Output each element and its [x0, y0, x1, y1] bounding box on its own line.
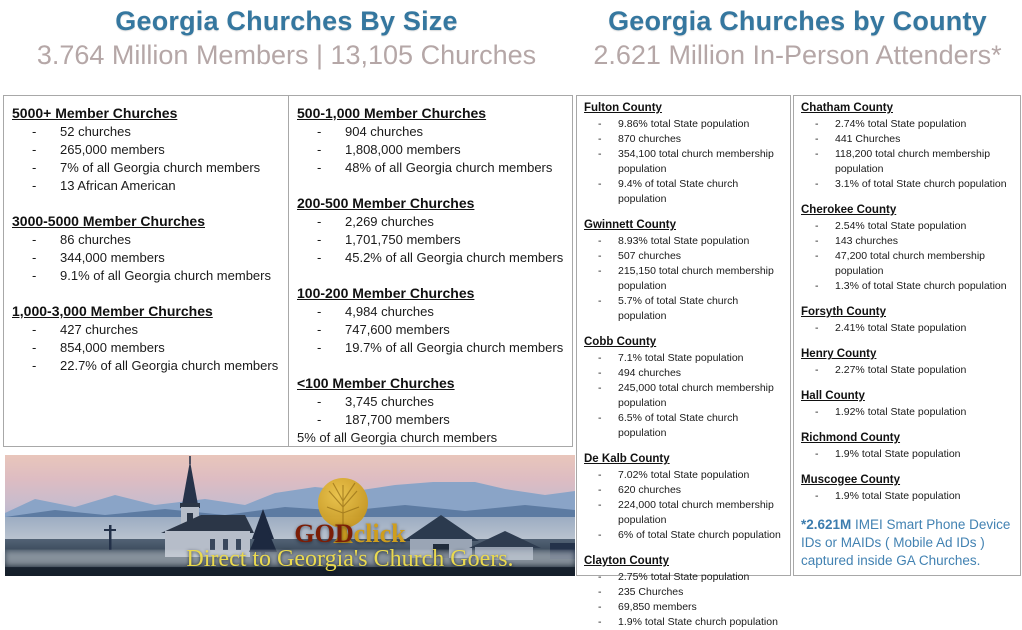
- list-item: [584, 468, 783, 483]
- list-item-text: 187,700 members: [345, 412, 450, 427]
- dash-bullet: -: [815, 322, 819, 334]
- dash-bullet: -: [317, 250, 322, 265]
- county-items: [584, 117, 783, 207]
- dash-bullet: -: [317, 412, 322, 427]
- section-heading: 200-500 Member Churches: [297, 195, 475, 211]
- dash-bullet: -: [598, 469, 602, 481]
- dash-bullet: -: [598, 295, 602, 307]
- dash-bullet: -: [815, 250, 819, 262]
- dash-bullet: -: [598, 352, 602, 364]
- list-item: [801, 405, 1013, 420]
- list-item: [801, 234, 1013, 249]
- list-item: [297, 411, 564, 429]
- list-item: [584, 585, 783, 600]
- list-item-text: 9.86% total State population: [618, 118, 750, 130]
- county-section: [584, 554, 783, 630]
- county-section: [584, 335, 783, 441]
- list-item-text: 2.74% total State population: [835, 118, 967, 130]
- dash-bullet: -: [598, 484, 602, 496]
- list-item-text: 494 churches: [618, 367, 682, 379]
- list-item-text: 245,000 total church membership population: [618, 382, 774, 409]
- list-item-text: 344,000 members: [60, 250, 165, 265]
- church-size-section: [12, 104, 280, 195]
- church-size-section: [12, 302, 280, 375]
- list-item-text: 52 churches: [60, 124, 131, 139]
- list-item-text: 235 Churches: [618, 586, 684, 598]
- list-item-text: 1.92% total State population: [835, 406, 967, 418]
- section-note: 5% of all Georgia church members: [297, 430, 498, 445]
- list-item: [801, 219, 1013, 234]
- header: [0, 0, 1022, 92]
- dash-bullet: -: [598, 412, 602, 424]
- dash-bullet: -: [317, 322, 322, 337]
- list-item: [297, 213, 564, 231]
- list-item: [12, 339, 280, 357]
- list-item: [297, 249, 564, 267]
- dash-bullet: -: [815, 235, 819, 247]
- church-size-section: [297, 374, 564, 447]
- dash-bullet: -: [32, 358, 37, 373]
- county-items: [584, 234, 783, 324]
- dash-bullet: -: [815, 406, 819, 418]
- list-item-text: 7.1% total State population: [618, 352, 744, 364]
- list-item-text: 5.7% of total State church population: [618, 295, 739, 322]
- dash-bullet: -: [317, 214, 322, 229]
- list-item-text: 48% of all Georgia church members: [345, 160, 553, 175]
- dash-bullet: -: [598, 367, 602, 379]
- dash-bullet: -: [32, 178, 37, 193]
- county-items: [584, 468, 783, 543]
- dash-bullet: -: [815, 118, 819, 130]
- list-item-text: 1.9% total State church population: [618, 616, 778, 628]
- county-heading: Gwinnett County: [584, 219, 676, 231]
- fog: [5, 551, 575, 566]
- list-item: [297, 141, 564, 159]
- list-item: [297, 339, 564, 357]
- church-size-section: [297, 194, 564, 267]
- list-item-text: 45.2% of all Georgia church members: [345, 250, 564, 265]
- list-item-text: 2.27% total State population: [835, 364, 967, 376]
- county-heading: Chatham County: [801, 102, 893, 114]
- footnote-text: IMEI Smart Phone Device IDs or MAIDs ( Mobile Ad IDs ) captured inside GA Churches.: [801, 517, 1011, 568]
- list-item-text: 354,100 total church membership population: [618, 148, 774, 175]
- county-column-2: [793, 95, 1021, 576]
- church-size-section: [12, 212, 280, 285]
- list-item: [801, 489, 1013, 504]
- list-item: [584, 234, 783, 249]
- county-section: [801, 473, 1013, 504]
- size-header: [0, 0, 573, 92]
- county-section: [801, 101, 1013, 192]
- dash-bullet: -: [598, 529, 602, 541]
- dash-bullet: -: [598, 601, 602, 613]
- dash-bullet: -: [317, 232, 322, 247]
- county-section: [584, 101, 783, 207]
- county-section: [584, 452, 783, 543]
- list-item: [801, 132, 1013, 147]
- list-item-text: 2.41% total State population: [835, 322, 967, 334]
- list-item: [12, 249, 280, 267]
- hero-banner: [5, 455, 575, 576]
- dash-bullet: -: [598, 133, 602, 145]
- list-item: [801, 447, 1013, 462]
- list-item-text: 3.1% of total State church population: [835, 178, 1007, 190]
- list-item: [801, 117, 1013, 132]
- list-item-text: 118,200 total church membership population: [835, 148, 991, 175]
- section-heading: <100 Member Churches: [297, 375, 455, 391]
- list-item-text: 2,269 churches: [345, 214, 434, 229]
- dash-bullet: -: [598, 571, 602, 583]
- county-heading: De Kalb County: [584, 453, 670, 465]
- county-heading: Richmond County: [801, 432, 901, 444]
- list-item-text: 441 Churches: [835, 133, 901, 145]
- county-section: [801, 431, 1013, 462]
- list-item: [801, 147, 1013, 177]
- dash-bullet: -: [32, 124, 37, 139]
- list-item-text: 620 churches: [618, 484, 682, 496]
- section-items: [12, 321, 280, 375]
- list-item-text: 215,150 total church membership population: [618, 265, 774, 292]
- dash-bullet: -: [598, 250, 602, 262]
- list-item-text: 224,000 total church membership population: [618, 499, 774, 526]
- size-column-1: [4, 96, 288, 446]
- list-item: [584, 483, 783, 498]
- list-item: [297, 159, 564, 177]
- attenders-footnote: [801, 516, 1013, 570]
- list-item: [801, 321, 1013, 336]
- section-items: [297, 303, 564, 357]
- dash-bullet: -: [815, 148, 819, 160]
- dash-bullet: -: [598, 235, 602, 247]
- list-item-text: 8.93% total State population: [618, 235, 750, 247]
- list-item-text: 47,200 total church membership population: [835, 250, 985, 277]
- dash-bullet: -: [32, 232, 37, 247]
- list-item: [584, 132, 783, 147]
- list-item: [12, 267, 280, 285]
- county-heading: Cobb County: [584, 336, 657, 348]
- county-items: [584, 570, 783, 630]
- county-section: [801, 305, 1013, 336]
- section-heading: 1,000-3,000 Member Churches: [12, 303, 213, 319]
- list-item: [584, 600, 783, 615]
- section-items: [297, 213, 564, 267]
- dash-bullet: -: [32, 160, 37, 175]
- dash-bullet: -: [598, 616, 602, 628]
- dash-bullet: -: [815, 448, 819, 460]
- list-item-text: 13 African American: [60, 178, 176, 193]
- list-item-text: 2.54% total State population: [835, 220, 967, 232]
- size-column-2: [288, 96, 572, 446]
- dash-bullet: -: [317, 340, 322, 355]
- list-item: [584, 615, 783, 630]
- list-item-text: 1,808,000 members: [345, 142, 461, 157]
- list-item-text: 86 churches: [60, 232, 131, 247]
- brand-god: GOD: [294, 519, 354, 548]
- list-item-text: 1.9% total State population: [835, 448, 961, 460]
- dash-bullet: -: [598, 148, 602, 160]
- dash-bullet: -: [815, 364, 819, 376]
- church-landscape-image: [5, 455, 575, 576]
- county-items: [584, 351, 783, 441]
- county-heading: Clayton County: [584, 555, 669, 567]
- list-item: [12, 357, 280, 375]
- list-item-text: 143 churches: [835, 235, 899, 247]
- list-item: [584, 498, 783, 528]
- list-item: [584, 294, 783, 324]
- list-item: [584, 351, 783, 366]
- dash-bullet: -: [32, 268, 37, 283]
- list-item: [584, 147, 783, 177]
- list-item: [12, 177, 280, 195]
- county-heading: Hall County: [801, 390, 865, 402]
- county-items: [801, 363, 1013, 378]
- list-item: [584, 528, 783, 543]
- county-header: [573, 0, 1022, 92]
- footnote-figure: *2.621M: [801, 517, 852, 532]
- county-section: [801, 347, 1013, 378]
- dash-bullet: -: [815, 280, 819, 292]
- county-sections: [801, 101, 1013, 504]
- dash-bullet: -: [598, 118, 602, 130]
- list-item: [12, 231, 280, 249]
- church-size-section: [297, 284, 564, 357]
- list-item: [801, 279, 1013, 294]
- dash-bullet: -: [32, 142, 37, 157]
- list-item: [297, 393, 564, 411]
- county-items: [801, 447, 1013, 462]
- list-item-text: 854,000 members: [60, 340, 165, 355]
- dash-bullet: -: [815, 490, 819, 502]
- list-item: [12, 159, 280, 177]
- list-item: [12, 123, 280, 141]
- list-item-text: 265,000 members: [60, 142, 165, 157]
- list-item-text: 6.5% of total State church population: [618, 412, 739, 439]
- county-section: [801, 203, 1013, 294]
- dash-bullet: -: [317, 142, 322, 157]
- dash-bullet: -: [815, 220, 819, 232]
- church-size-section: [297, 104, 564, 177]
- county-heading: Forsyth County: [801, 306, 886, 318]
- dark-foreground: [5, 567, 575, 576]
- list-item-text: 22.7% of all Georgia church members: [60, 358, 279, 373]
- list-item-text: 747,600 members: [345, 322, 450, 337]
- list-item: [801, 363, 1013, 378]
- county-subtitle: 2.621 Million In-Person Attenders*: [593, 40, 1002, 70]
- dash-bullet: -: [317, 304, 322, 319]
- list-item-text: 19.7% of all Georgia church members: [345, 340, 564, 355]
- list-item-text: 1.3% of total State church population: [835, 280, 1007, 292]
- dash-bullet: -: [815, 178, 819, 190]
- dash-bullet: -: [32, 322, 37, 337]
- list-item-text: 1,701,750 members: [345, 232, 461, 247]
- county-items: [801, 489, 1013, 504]
- list-item: [12, 321, 280, 339]
- list-item-text: 1.9% total State population: [835, 490, 961, 502]
- county-heading: Cherokee County: [801, 204, 897, 216]
- list-item-text: 9.4% of total State church population: [618, 178, 739, 205]
- list-item: [584, 570, 783, 585]
- section-heading: 5000+ Member Churches: [12, 105, 178, 121]
- list-item-text: 870 churches: [618, 133, 682, 145]
- list-item: [297, 321, 564, 339]
- list-item: [584, 366, 783, 381]
- list-item-text: 427 churches: [60, 322, 139, 337]
- list-item: [584, 117, 783, 132]
- size-subtitle: 3.764 Million Members | 13,105 Churches: [36, 40, 537, 70]
- county-heading: Muscogee County: [801, 474, 901, 486]
- county-heading: Fulton County: [584, 102, 662, 114]
- list-item: [584, 177, 783, 207]
- section-items: [297, 123, 564, 177]
- section-heading: 100-200 Member Churches: [297, 285, 475, 301]
- list-item-text: 7.02% total State population: [618, 469, 750, 481]
- county-items: [801, 321, 1013, 336]
- list-item-text: 507 churches: [618, 250, 682, 262]
- county-items: [801, 219, 1013, 294]
- list-item: [584, 249, 783, 264]
- list-item-text: 2.75% total State population: [618, 571, 750, 583]
- county-section: [584, 218, 783, 324]
- section-items: [297, 393, 564, 429]
- dash-bullet: -: [598, 586, 602, 598]
- county-title: Georgia Churches by County: [608, 6, 987, 36]
- section-items: [12, 123, 280, 195]
- list-item: [801, 249, 1013, 279]
- list-item: [584, 264, 783, 294]
- county-items: [801, 117, 1013, 192]
- list-item: [12, 141, 280, 159]
- county-items: [801, 405, 1013, 420]
- dash-bullet: -: [598, 382, 602, 394]
- dash-bullet: -: [598, 499, 602, 511]
- dash-bullet: -: [815, 133, 819, 145]
- brand-click: click: [353, 519, 406, 548]
- dash-bullet: -: [32, 340, 37, 355]
- section-items: [12, 231, 280, 285]
- dash-bullet: -: [317, 160, 322, 175]
- dash-bullet: -: [317, 394, 322, 409]
- list-item: [584, 411, 783, 441]
- brand-tagline: Direct to Georgia's Church Goers.: [186, 546, 514, 572]
- list-item: [297, 231, 564, 249]
- list-item-text: 3,745 churches: [345, 394, 434, 409]
- list-item-text: 904 churches: [345, 124, 424, 139]
- section-heading: 500-1,000 Member Churches: [297, 105, 487, 121]
- list-item-text: 9.1% of all Georgia church members: [60, 268, 271, 283]
- section-heading: 3000-5000 Member Churches: [12, 213, 205, 229]
- list-item-text: 6% of total State church population: [618, 529, 781, 541]
- dash-bullet: -: [317, 124, 322, 139]
- list-item-text: 69,850 members: [618, 601, 697, 613]
- size-title: Georgia Churches By Size: [115, 6, 458, 36]
- dash-bullet: -: [32, 250, 37, 265]
- county-section: [801, 389, 1013, 420]
- list-item: [297, 123, 564, 141]
- list-item-text: 7% of all Georgia church members: [60, 160, 261, 175]
- county-heading: Henry County: [801, 348, 877, 360]
- panel-churches-by-size: [3, 95, 573, 447]
- list-item: [801, 177, 1013, 192]
- list-item: [297, 303, 564, 321]
- county-column-1: [576, 95, 791, 628]
- list-item-text: 4,984 churches: [345, 304, 434, 319]
- list-item: [584, 381, 783, 411]
- dash-bullet: -: [598, 178, 602, 190]
- dash-bullet: -: [598, 265, 602, 277]
